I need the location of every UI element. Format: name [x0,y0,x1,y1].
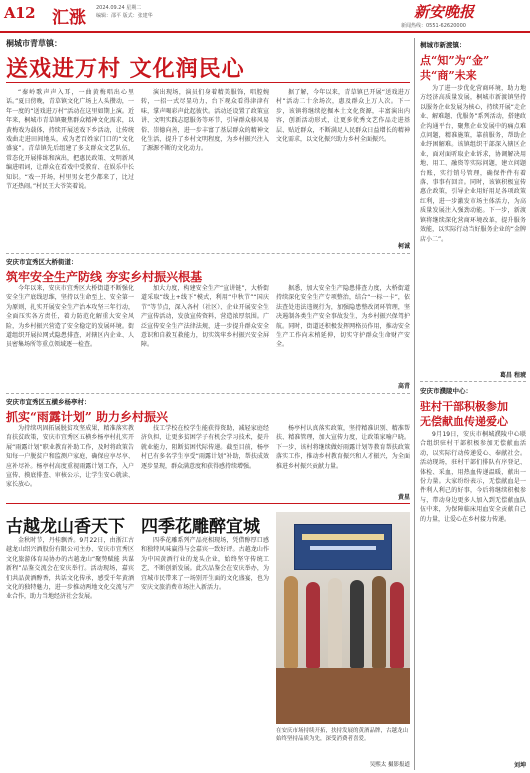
section-rule [6,503,410,504]
sidebar2-byline: 刘坤 [513,762,526,769]
rain-text-col2: 技工学校在校学生能获得资助，减轻家庭经济负担，让更多贫困学子有机会学习技术，提升就业能力，阻断贫困代际传递。截至目前，杨亭村已有多名学生享受“雨露计划”补助，帮扶成效逐步显现，群众满意度和获得感持续增强。 [141,425,269,470]
sidebar1-text: 为了进一步优化营商环境，助力地方经济高质量发展，桐城市新渡镇坚持以服务企业发展为核心，持续开展“走企业、解难题、优服务”系列活动，搭建政企沟通平台，聚焦企业发展中的痛点难点问题，精准施策，靠前服务，帮助企业纾困解难。该镇组织干部深入辖区企业，面对面听取企业诉求，协调解决用地、用工、融资等实际问题，建立问题台账，实行销号管理，确保件件有着落、事事有回音。同时，该镇积极宣传惠企政策，引导企业用好用足各项政策红利，进一步激发市场主体活力，为高质量发展注入强劲动能。下一步，新渡镇将继续深化营商环境改革，提升服务效能，以实际行动当好服务企业的“金牌店小二”。 [420,85,526,243]
main-rule [6,82,410,83]
header-rule [0,31,530,33]
header-date: 2024.09.24 星期二 [96,5,142,11]
column-divider [414,38,415,770]
main-text-col2: 演出现场，演员们身着精美服饰，唱腔婉转，一招一式尽显功力，台下观众看得津津有味，掌声喝彩声此起彼伏。活动还设置了政策宣讲、文明实践志愿服务等环节，引导群众移风易俗、崇德向善，进一步丰富了基层群众的精神文化生活，提升了乡村文明程度，为乡村振兴注入了源源不断的文化动力。 [141,89,269,153]
masthead-logo: 新安晚报 [414,3,475,21]
performer [306,582,320,668]
rain-headline: 抓实“雨露计划” 助力乡村振兴 [6,410,168,424]
main-headline: 送戏进万村 文化润民心 [6,56,245,82]
rain-text-col3: 杨亭村认真落实政策，坚持精准识别、精准帮扶、精准管理，加大宣传力度，让政策家喻户晓。下一步，该村将继续做好雨露计划等教育帮扶政策落实工作，推动乡村教育振兴和人才振兴，为全面推进乡村振兴贡献力量。 [276,425,410,470]
rain-text-col1: 为持续巩固拓展脱贫攻坚成果，精准落实教育扶贫政策，安庆市宜秀区五横乡杨亭村扎实开展“雨露计划”职业教育补助工作，及时将政策告知每一户脱贫户和监测户家庭，确保应享尽享、应补尽补。杨亭村高度重视雨露计划工作，入户宣传、摸底排查、审核公示，让学生安心就读、家长放心。 [6,425,134,489]
sidebar1-byline: 葛昌 程琥 [499,372,526,379]
main-text-col1: “秦岭歌声声入耳，一曲黄梅唱出心里话。”夏日傍晚，青草镇文化广场上人头攒动，一年一度的“送戏进万村”活动在这里如期上演。近年来，桐城市青草镇聚焦群众精神文化需求，以黄梅戏为载体，持续开展送戏下乡活动，让传统戏曲走进田间地头，成为老百姓家门口的“文化盛宴”。青草镇先后组建了多支群众文艺队伍，常态化开展排练和演出，把惠民政策、文明新风编进唱词，让群众在看戏中受教育、在娱乐中长知识。“戏一开场，村里男女老少都来了，比过节还热闹。”村民王大爷笑着说。 [6,89,134,191]
performer [328,578,342,668]
main-byline: 柯诚 [397,243,410,250]
seasons-text: 四季花雕系列产品亮相现场，凭借醇厚口感和独特风味赢得与会嘉宾一致好评。古越龙山作为中国黄酒行业的龙头企业，始终坚守传统工艺，不断创新发展。此次品鉴会在安庆举办，为宜城市民带来了一场别开生面的文化盛宴，也为安庆文旅消费市场注入新活力。 [141,537,269,592]
header-editors: 编辑：邵平 版式：张建华 [96,13,153,19]
backdrop-text [310,546,376,550]
safety-kicker: 安庆市宜秀区大桥街道： [6,258,78,266]
section-separator [6,253,410,254]
photo-credit: 吴熙太 摄影报道 [369,762,410,768]
hotline: 新闻热线：0551-62620000 [401,23,466,29]
safety-text-col2: 加大力度，构建安全生产“宣讲链”，大桥街道采取“线上+线下”模式，利用“中秋节”“国庆节”等节点，深入各村（社区）、企业开展安全生产宣传活动，发放宣传资料，营造浓厚氛围。广泛宣传安全生产法律法规，进一步提升群众安全意识和自救互救能力，切实筑牢乡村振兴安全屏障。 [141,285,269,349]
sidebar2-headline-line1: 驻村干部积极参加 [420,400,508,413]
main-text-col3: 据了解，今年以来，青草镇已开展“送戏进万村”活动二十余场次，惠及群众上万人次。下一步，该镇将继续挖掘本土文化资源，丰富演出内容，创新活动形式，让更多优秀文艺作品走进基层、贴近群众，不断满足人民群众日益增长的精神文化需求，以文化振兴助力乡村全面振兴。 [276,89,410,144]
longshan-text: 金秋时节，丹桂飘香。9月22日，由浙江古越龙山绍兴酒股份有限公司主办、安庆市宜秀区文化旅游体育局协办的古越龙山“聚势赋能 共谋新程”品鉴交流会在安庆举行。活动现场，嘉宾们共品黄酒醇香，共话文化传承，感受千年黄酒文化的独特魅力，进一步推动两地文化交流与产业合作，助力当地经济社会发展。 [6,537,134,601]
performer [350,580,364,668]
section-separator [6,393,410,394]
safety-headline: 筑牢安全生产防线 夯实乡村振兴根基 [6,270,203,284]
photo-caption: 在安庆市场持续开拓，扶持发展的黄酒品牌，古越龙山始终坚持品质为先，深受消费者喜爱。 [276,728,409,742]
section-name: 汇涨 [52,8,86,28]
backdrop-banner [302,534,384,540]
performer [284,576,298,668]
performer [390,582,404,668]
sidebar2-kicker: 安庆市濮陵中心： [420,387,472,395]
sidebar1-headline-line1: 点“知”为“金” [420,54,490,67]
safety-text-col3: 据悉，加大安全生产隐患排查力度，大桥街道持续深化安全生产专项整治，结合“一标一卡”，依法查处违法违规行为，加强隐患整改闭环管理，坚决遏制各类生产安全事故发生，为乡村振兴保驾护航。同时，街道还积极发挥网格员作用，推动安全生产工作向末梢延伸，切实守护群众生命财产安全。 [276,285,410,349]
event-photo [276,512,410,724]
rain-kicker: 安庆市宜秀区五横乡杨亭村： [6,398,91,406]
sidebar2-headline-line2: 无偿献血传递爱心 [420,415,508,428]
sidebar1-headline-line2: 共“商”未来 [420,69,477,82]
main-kicker: 桐城市青草镇： [6,39,62,48]
sidebar2-text: 9月19日，安庆市桐城濮陵中心联合组织驻村干部积极参加无偿献血活动，以实际行动传递爱心、奉献社会。活动现场，驻村干部们排队有序登记、体检、采血，用热血传递温暖，献出一份力量。大家纷纷表示，无偿献血是一件利人利己的好事，今后将继续积极参与，带动身边更多人加入到无偿献血队伍中来，为保障临床用血安全贡献自己的力量，让爱心在乡村接力传递。 [420,431,526,523]
performer [372,576,386,668]
sidebar1-kicker: 桐城市新渡镇： [420,41,466,49]
safety-byline: 高青 [397,383,410,390]
page-number: A12 [4,4,36,22]
rain-byline: 黄星 [397,494,410,501]
sidebar-separator [420,381,526,382]
stage-floor [276,668,410,724]
seasons-headline: 四季花雕醉宜城 [141,517,260,537]
longshan-headline: 古越龙山香天下 [6,517,125,537]
safety-text-col1: 今年以来，安庆市宜秀区大桥街道不断强化安全生产底线思维，坚持以生命至上、安全第一为原则，扎实开展安全生产治本攻坚三年行动，全面压实各方责任，着力防范化解重大安全风险，为乡村振兴营造了安全稳定的发展环境。街道组织开展拉网式隐患排查，对辖区内企业、人员密集场所等重点领域逐一检查。 [6,285,134,349]
